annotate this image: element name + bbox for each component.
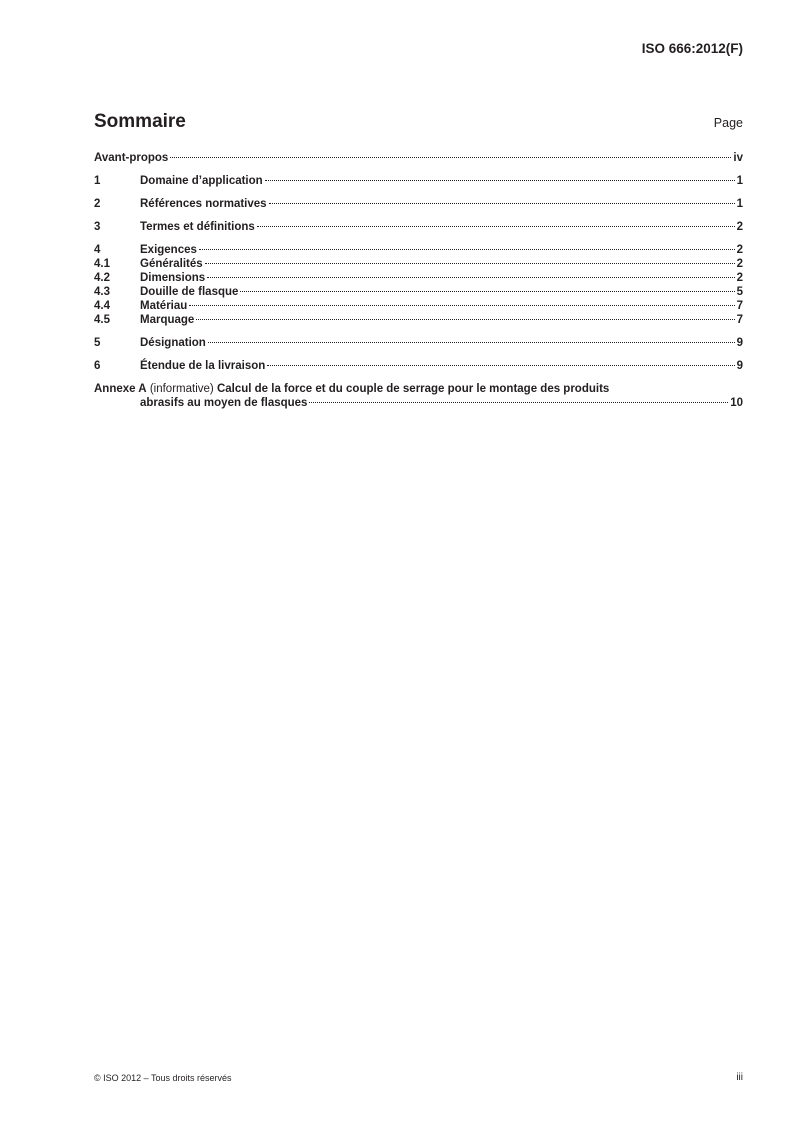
dot-leader bbox=[240, 291, 734, 292]
dot-leader bbox=[267, 365, 734, 366]
toc-entry-title: Dimensions bbox=[140, 272, 206, 284]
toc-entry-title: Douille de flasque bbox=[140, 286, 239, 298]
toc-entry-page: 1 bbox=[736, 198, 743, 210]
toc-entry-4-2[interactable] bbox=[94, 271, 743, 285]
annex-line-1 bbox=[94, 382, 743, 396]
toc-entry-foreword[interactable] bbox=[94, 151, 743, 165]
toc-entry-1[interactable] bbox=[94, 174, 743, 188]
toc-entry-title: Marquage bbox=[140, 314, 195, 326]
toc-entry-6[interactable] bbox=[94, 359, 743, 373]
toc-entry-annex-a[interactable] bbox=[94, 382, 743, 410]
toc-entry-number: 4.3 bbox=[94, 286, 110, 298]
toc-header bbox=[94, 111, 743, 137]
toc-entry-3[interactable] bbox=[94, 220, 743, 234]
table-of-contents bbox=[94, 151, 743, 410]
toc-entry-page: 10 bbox=[730, 397, 743, 409]
toc-entry-number: 1 bbox=[94, 175, 101, 187]
toc-entry-page: 2 bbox=[736, 221, 743, 233]
toc-entry-page: 2 bbox=[736, 272, 743, 284]
toc-entry-number: 4.1 bbox=[94, 258, 110, 270]
toc-entry-page: 7 bbox=[736, 314, 743, 326]
toc-entry-page: iv bbox=[733, 152, 743, 164]
toc-entry-number: 5 bbox=[94, 337, 101, 349]
dot-leader bbox=[207, 277, 734, 278]
toc-entry-number: 4.2 bbox=[94, 272, 110, 284]
toc-entry-number: 4 bbox=[94, 244, 101, 256]
toc-entry-number: 4.4 bbox=[94, 300, 110, 312]
toc-entry-number: 4.5 bbox=[94, 314, 110, 326]
toc-entry-4-4[interactable] bbox=[94, 299, 743, 313]
annex-type: (informative) bbox=[149, 383, 214, 395]
annex-label: Annexe A bbox=[94, 383, 147, 395]
toc-entry-page: 9 bbox=[736, 360, 743, 372]
toc-entry-title: Domaine d’application bbox=[140, 175, 263, 187]
toc-entry-page: 2 bbox=[736, 244, 743, 256]
toc-entry-2[interactable] bbox=[94, 197, 743, 211]
annex-title-line-1: Calcul de la force et du couple de serrage pour le montage des produits bbox=[216, 383, 610, 395]
annex-line-2 bbox=[94, 396, 743, 410]
page-column-label: Page bbox=[713, 116, 743, 130]
toc-entry-title: Termes et définitions bbox=[140, 221, 255, 233]
toc-entry-title: Généralités bbox=[140, 258, 203, 270]
toc-entry-4-3[interactable] bbox=[94, 285, 743, 299]
dot-leader bbox=[189, 305, 734, 306]
toc-entry-title: Étendue de la livraison bbox=[140, 360, 266, 372]
toc-entry-title: Références normatives bbox=[140, 198, 267, 210]
dot-leader bbox=[309, 402, 728, 403]
document-id: ISO 666:2012(F) bbox=[641, 41, 743, 56]
toc-entry-page: 7 bbox=[736, 300, 743, 312]
toc-entry-4[interactable] bbox=[94, 243, 743, 257]
toc-entry-title: Exigences bbox=[140, 244, 197, 256]
page-number: iii bbox=[736, 1072, 743, 1083]
toc-entry-title: Désignation bbox=[140, 337, 206, 349]
toc-entry-4-1[interactable] bbox=[94, 257, 743, 271]
dot-leader bbox=[208, 342, 735, 343]
toc-entry-title: Avant-propos bbox=[94, 152, 169, 164]
toc-entry-page: 1 bbox=[736, 175, 743, 187]
toc-entry-page: 2 bbox=[736, 258, 743, 270]
page-title: Sommaire bbox=[94, 111, 186, 132]
dot-leader bbox=[199, 249, 735, 250]
toc-entry-page: 5 bbox=[736, 286, 743, 298]
toc-entry-page: 9 bbox=[736, 337, 743, 349]
toc-entry-4-5[interactable] bbox=[94, 313, 743, 327]
dot-leader bbox=[265, 180, 735, 181]
dot-leader bbox=[257, 226, 735, 227]
annex-title-line-2: abrasifs au moyen de flasques bbox=[140, 397, 308, 409]
dot-leader bbox=[196, 319, 734, 320]
dot-leader bbox=[205, 263, 735, 264]
dot-leader bbox=[269, 203, 735, 204]
toc-entry-number: 3 bbox=[94, 221, 101, 233]
toc-entry-5[interactable] bbox=[94, 336, 743, 350]
copyright-notice: © ISO 2012 – Tous droits réservés bbox=[94, 1073, 232, 1083]
toc-entry-title: Matériau bbox=[140, 300, 188, 312]
toc-entry-number: 6 bbox=[94, 360, 101, 372]
dot-leader bbox=[170, 157, 731, 158]
toc-entry-number: 2 bbox=[94, 198, 101, 210]
